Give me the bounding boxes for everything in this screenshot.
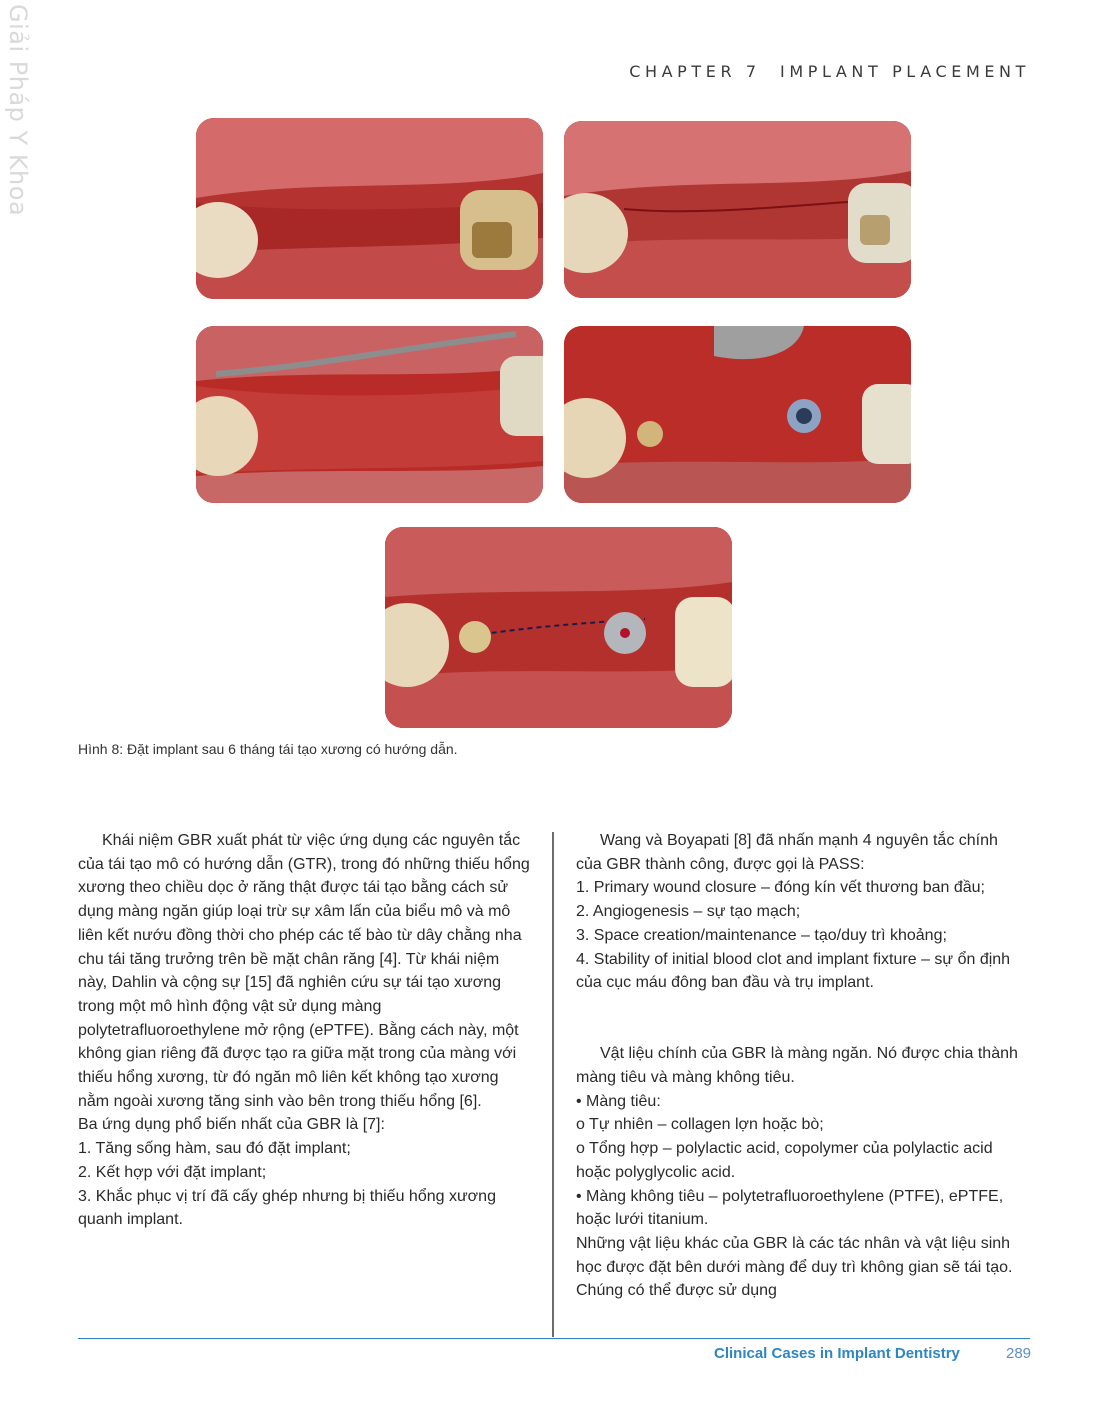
paragraph-membrane: Vật liệu chính của GBR là màng ngăn. Nó được chia thành màng tiêu và màng không tiêu. [576, 1045, 1018, 1086]
intraoral-photo-1 [196, 118, 543, 299]
list-item: 3. Space creation/maintenance – tạo/duy trì khoảng; [576, 926, 947, 944]
footer-rule [78, 1338, 1030, 1339]
intraoral-photo-5 [385, 527, 732, 728]
list-item: • Màng tiêu: [576, 1092, 661, 1110]
paragraph-gbr-applications: Ba ứng dụng phổ biến nhất của GBR là [7]: [78, 1116, 385, 1134]
column-divider [552, 832, 554, 1337]
list-item: 1. Primary wound closure – đóng kín vết thương ban đầu; [576, 879, 985, 897]
list-item: 4. Stability of initial blood clot and implant fixture – sự ổn định của cục máu đông ban đầu và trụ implant. [576, 950, 1011, 992]
intraoral-photo-2 [564, 121, 911, 298]
figure-caption: Hình 8: Đặt implant sau 6 tháng tái tạo xương có hướng dẫn. [78, 741, 458, 757]
paragraph-other-materials: Những vật liệu khác của GBR là các tác nhân và vật liệu sinh học được đặt bên dưới màng để duy trì không gian sẽ tái tạo. Chúng có thể được sử dụng [576, 1234, 1013, 1300]
intraoral-photo-4 [564, 326, 911, 503]
watermark [2, 4, 32, 217]
paragraph-gap [576, 995, 1028, 1019]
paragraph-gbr-concept: Khái niệm GBR xuất phát từ việc ứng dụng các nguyên tắc của tái tạo mô có hướng dẫn (GTR), trong đó những thiếu hổng xương theo chiều dọc ở răng thật được tái tạo bằng cách sử dụng màng ngăn giúp loại trừ sự xâm lấn của biểu mô và mô liên kết nướu đồng thời cho phép các tế bào từ dây chằng nha chu tái tăng trưởng trên bề mặt chân răng [4]. Từ khái niệm này, Dahlin và cộng sự [15] đã nghiên cứu sự tái tạo xương trong một mô hình động vật sử dụng màng polytetrafluoroethylene mở rộng (ePTFE). Bằng cách này, một không gian riêng đã được tạo ra giữa mặt trong của màng với thiếu hổng xương, từ đó ngăn mô liên kết không tạo xương nằm ngoài xương tăng sinh vào bên trong thiếu hổng [6]. [78, 832, 530, 1110]
intraoral-photo-3 [196, 326, 543, 503]
paragraph-gap [576, 1019, 1028, 1043]
list-item: o Tổng hợp – polylactic acid, copolymer của polylactic acid hoặc polyglycolic acid. [576, 1140, 993, 1181]
page-number: 289 [1006, 1345, 1032, 1362]
paragraph-pass-principles: Wang và Boyapati [8] đã nhấn mạnh 4 nguyên tắc chính của GBR thành công, được gọi là PASS: [576, 832, 998, 873]
list-item: 2. Kết hợp với đặt implant; [78, 1163, 267, 1181]
list-item: 1. Tăng sống hàm, sau đó đặt implant; [78, 1140, 351, 1158]
watermark-text: Giải Pháp Y Khoa [4, 4, 32, 217]
footer-book-title: Clinical Cases in Implant Dentistry [714, 1345, 960, 1362]
list-item: 3. Khắc phục vị trí đã cấy ghép nhưng bị thiếu hổng xương quanh implant. [78, 1187, 496, 1229]
list-item: o Tự nhiên – collagen lợn hoặc bò; [576, 1116, 824, 1134]
left-column [78, 829, 530, 1232]
list-item: 2. Angiogenesis – sự tạo mạch; [576, 903, 801, 921]
right-column [576, 829, 1028, 1303]
running-head: CHAPTER 7 IMPLANT PLACEMENT [629, 62, 1030, 81]
list-item: • Màng không tiêu – polytetrafluoroethylene (PTFE), ePTFE, hoặc lưới titanium. [576, 1187, 1004, 1229]
